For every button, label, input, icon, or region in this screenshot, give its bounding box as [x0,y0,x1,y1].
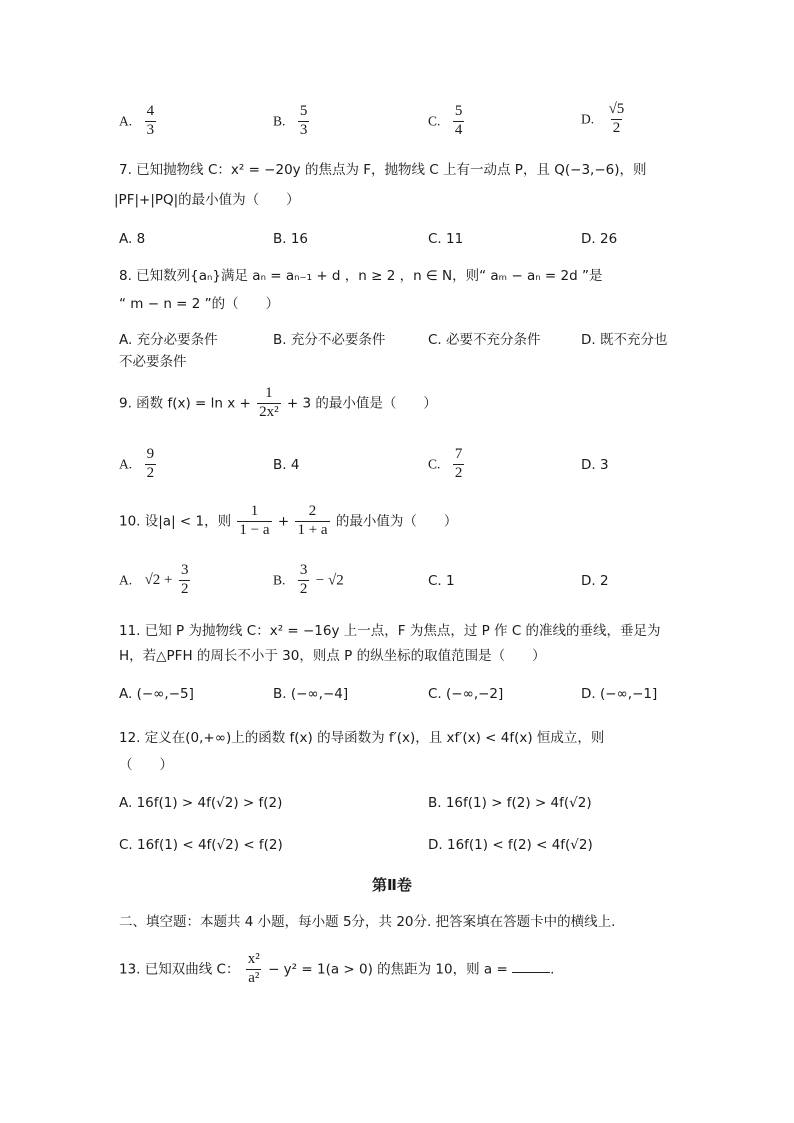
denominator: 2 [146,464,155,481]
option-letter: C. [428,113,441,129]
q7-option-c: C. 11 [428,231,464,247]
q9-option-d: D. 3 [581,457,609,473]
q8-stem-line1: 8. 已知数列{aₙ}满足 aₙ = aₙ₋₁ + d ，n ≥ 2 ，n ∈ N，则“ aₘ − aₙ = 2d ”是 [119,268,603,284]
q11-option-c: C. (−∞,−2] [428,686,504,702]
q9-option-b: B. 4 [273,457,300,473]
numerator: 5 [299,103,308,119]
numerator: 4 [146,103,155,119]
q12-option-c: C. 16f(1) < 4f(√2) < f(2) [119,837,283,853]
fraction [295,504,329,539]
q11-stem-line2: H，若△PFH 的周长不小于 30，则点 P 的纵坐标的取值范围是（ ） [119,648,546,664]
q13-end: . [550,961,555,978]
numerator: 5 [454,103,463,119]
fraction [453,104,465,139]
option-letter: C. [428,456,441,472]
q6-option-d [581,102,628,137]
denominator: 2 [454,464,463,481]
answer-blank[interactable] [512,972,550,973]
q12-stem-line2: （ ） [119,757,173,773]
q11-option-d: D. (−∞,−1] [581,686,658,702]
section-instructions: 二、填空题：本题共 4 小题，每小题 5分，共 20分. 把答案填在答题卡中的横线上. [119,914,616,930]
numerator: 1 [250,503,259,519]
denominator: 3 [146,121,155,138]
q8-option-d: D. 既不充分也 [581,332,668,348]
numerator: 3 [180,562,189,578]
option-letter: A. [119,572,133,588]
q13-suffix: − y² = 1(a > 0) 的焦距为 10，则 a = [268,961,508,978]
q8-option-d-continued: 不必要条件 [119,354,187,370]
numerator: 9 [146,446,155,462]
q8-option-c: C. 必要不充分条件 [428,332,541,348]
q8-option-a: A. 充分必要条件 [119,332,218,348]
q9-option-a [119,447,158,482]
q12-option-b: B. 16f(1) > f(2) > 4f(√2) [428,795,592,811]
numerator: 1 [265,385,273,401]
fraction [145,447,157,482]
fraction [237,504,271,539]
q10-stem [119,504,457,539]
fraction [298,563,310,598]
q7-stem-line1: 7. 已知抛物线 C：x² = −20y 的焦点为 F，抛物线 C 上有一动点 P，且 Q(−3,−6)，则 [119,162,647,178]
denominator: 3 [299,121,308,138]
denominator: 2x² [259,403,279,420]
fraction [298,104,310,139]
q6-option-b [273,104,311,139]
q10-option-d: D. 2 [581,573,609,589]
denominator: 2 [299,580,308,597]
q11-option-b: B. (−∞,−4] [273,686,349,702]
q7-stem-line2: |PF|+|PQ|的最小值为（ ） [114,192,300,208]
q10-suffix: 的最小值为（ ） [335,513,458,530]
q9-prefix: 9. 函数 f(x) = ln x + [119,395,251,412]
q13-prefix: 13. 已知双曲线 C： [119,961,240,978]
fraction [179,563,191,598]
option-letter: B. [273,113,286,129]
option-letter: A. [119,456,133,472]
q11-stem-line1: 11. 已知 P 为抛物线 C：x² = −16y 上一点，F 为焦点，过 P 作 C 的准线的垂线，垂足为 [119,623,661,639]
denominator: a² [248,969,260,986]
numerator: x² [247,951,260,967]
fraction [257,386,281,421]
numerator: √5 [608,101,625,117]
q12-option-d: D. 16f(1) < f(2) < 4f(√2) [428,837,593,853]
q8-stem-line2: “ m − n = 2 ”的（ ） [119,296,280,312]
q13-stem [119,952,554,987]
numerator: 3 [299,562,308,578]
q9-suffix: + 3 的最小值是（ ） [286,395,437,412]
fraction [453,447,465,482]
q9-option-c [428,447,466,482]
fraction [145,104,157,139]
q12-option-a: A. 16f(1) > 4f(√2) > f(2) [119,795,283,811]
option-letter: A. [119,113,133,129]
denominator: 2 [612,119,621,136]
numerator: 2 [308,503,317,519]
denominator: 1 − a [239,521,270,538]
fraction [246,952,262,987]
denominator: 4 [454,121,463,138]
q6-option-c [428,104,466,139]
q9-stem [119,386,437,421]
denominator: 1 + a [297,521,328,538]
numerator: 7 [454,446,463,462]
q12-stem-line1: 12. 定义在(0,+∞)上的函数 f(x) 的导函数为 f′(x)，且 xf′(x) < 4f(x) 恒成立，则 [119,730,605,746]
q10-option-a [119,563,192,598]
q10-option-c: C. 1 [428,573,455,589]
q7-option-d: D. 26 [581,231,618,247]
option-letter: D. [581,111,595,127]
denominator: 2 [180,580,189,597]
section-title: 第Ⅱ卷 [372,876,412,894]
option-letter: B. [273,572,286,588]
q10-option-b [273,563,344,598]
fraction [607,102,627,137]
q7-option-b: B. 16 [273,231,309,247]
q11-option-a: A. (−∞,−5] [119,686,194,702]
plus-sign: + [277,513,290,530]
q7-option-a: A. 8 [119,231,146,247]
sqrt-term: √2 + [144,572,173,589]
q6-option-a [119,104,158,139]
q8-option-b: B. 充分不必要条件 [273,332,386,348]
sqrt-term: − √2 [315,572,344,589]
q10-prefix: 10. 设|a| < 1，则 [119,513,232,530]
